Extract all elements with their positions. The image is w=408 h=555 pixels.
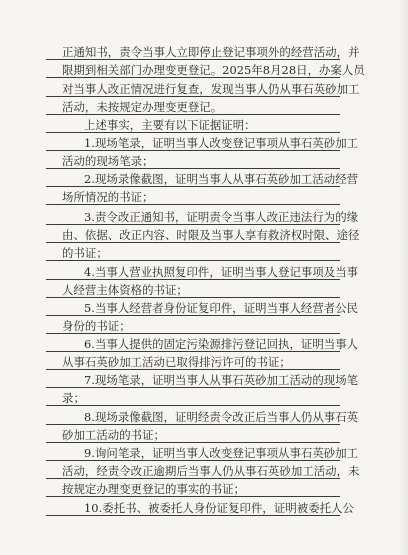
evidence-3-line-3: 的书证； <box>62 246 108 260</box>
evidence-1-line-2: 活动的现场笔录； <box>62 154 154 168</box>
underline <box>46 279 340 280</box>
text-line-2: 限期到相关部门办理变更登记。2025年8月28日，办案人员 <box>62 63 365 77</box>
evidence-7-line-2: 录； <box>62 391 85 405</box>
underline <box>46 186 340 187</box>
evidence-5-line-2: 身份的书证； <box>62 319 131 333</box>
evidence-3-line-1: 3.责令改正通知书，证明责令当事人改正违法行为的缘 <box>84 210 359 224</box>
underline <box>46 242 340 243</box>
text-line-1: 正通知书，责令当事人立即停止登记事项外的经营活动，并 <box>62 45 360 59</box>
evidence-2-line-1: 2.现场录像截图，证明当事人从事石英砂加工活动经营 <box>84 172 359 186</box>
underline <box>46 496 340 497</box>
underline <box>46 114 340 115</box>
underline <box>46 132 340 133</box>
evidence-1-line-1: 1.现场笔录，证明当事人改变登记事项从事石英砂加工 <box>84 136 359 150</box>
underline <box>46 150 340 151</box>
text-line-3: 对当事人改正情况进行复查，发现当事人仍从事石英砂加工 <box>62 82 360 96</box>
evidence-8-line-1: 8.现场录像截图，证明经责令改正后当事人仍从事石英 <box>84 410 359 424</box>
underline <box>46 59 340 60</box>
text-line-4: 活动，未按规定办理变更登记。 <box>62 100 223 114</box>
evidence-5-line-1: 5.当事人经营者身份证复印件，证明当事人经营者公民 <box>84 301 359 315</box>
underline <box>46 351 340 352</box>
underline <box>46 460 340 461</box>
evidence-8-line-2: 砂加工活动的书证； <box>62 428 165 442</box>
underline <box>46 96 340 97</box>
evidence-9-line-1: 9.询问笔录，证明当事人改变登记事项从事石英砂加工 <box>84 446 359 460</box>
evidence-7-line-1: 7.现场笔录，证明当事人从事石英砂加工活动的现场笔 <box>84 373 359 387</box>
underline <box>46 405 340 406</box>
evidence-10-line-1: 10.委托书、被委托人身份证复印件，证明被委托人公 <box>84 501 354 515</box>
underline <box>46 333 340 334</box>
evidence-9-line-3: 按规定办理变更登记的事实的书证； <box>62 482 246 496</box>
evidence-2-line-2: 场所情况的书证； <box>62 190 154 204</box>
underline <box>46 424 340 425</box>
underline <box>46 204 340 205</box>
underline <box>46 297 340 298</box>
underline <box>46 515 340 516</box>
underline <box>46 224 340 225</box>
underline <box>46 369 340 370</box>
underline <box>46 77 340 78</box>
underline <box>46 442 340 443</box>
underline <box>46 315 340 316</box>
underline <box>46 387 340 388</box>
underline <box>46 478 340 479</box>
text-line-5: 上述事实，主要有以下证据证明： <box>84 118 256 132</box>
evidence-3-line-2: 由、依据、改正内容、时限及当事人享有救济权时限、途径 <box>62 228 360 242</box>
underline <box>46 260 340 261</box>
evidence-6-line-1: 6.当事人提供的固定污染源排污登记回执，证明当事人 <box>84 337 359 351</box>
page-edge-shadow <box>398 0 408 555</box>
evidence-4-line-1: 4.当事人营业执照复印件，证明当事人登记事项及当事 <box>84 265 359 279</box>
evidence-4-line-2: 人经营主体资格的书证； <box>62 283 188 297</box>
underline <box>46 168 340 169</box>
evidence-9-line-2: 活动，经责令改正逾期后当事人仍从事石英砂加工活动，未 <box>62 464 360 478</box>
evidence-6-line-2: 从事石英砂加工活动已取得排污许可的书证； <box>62 355 291 369</box>
